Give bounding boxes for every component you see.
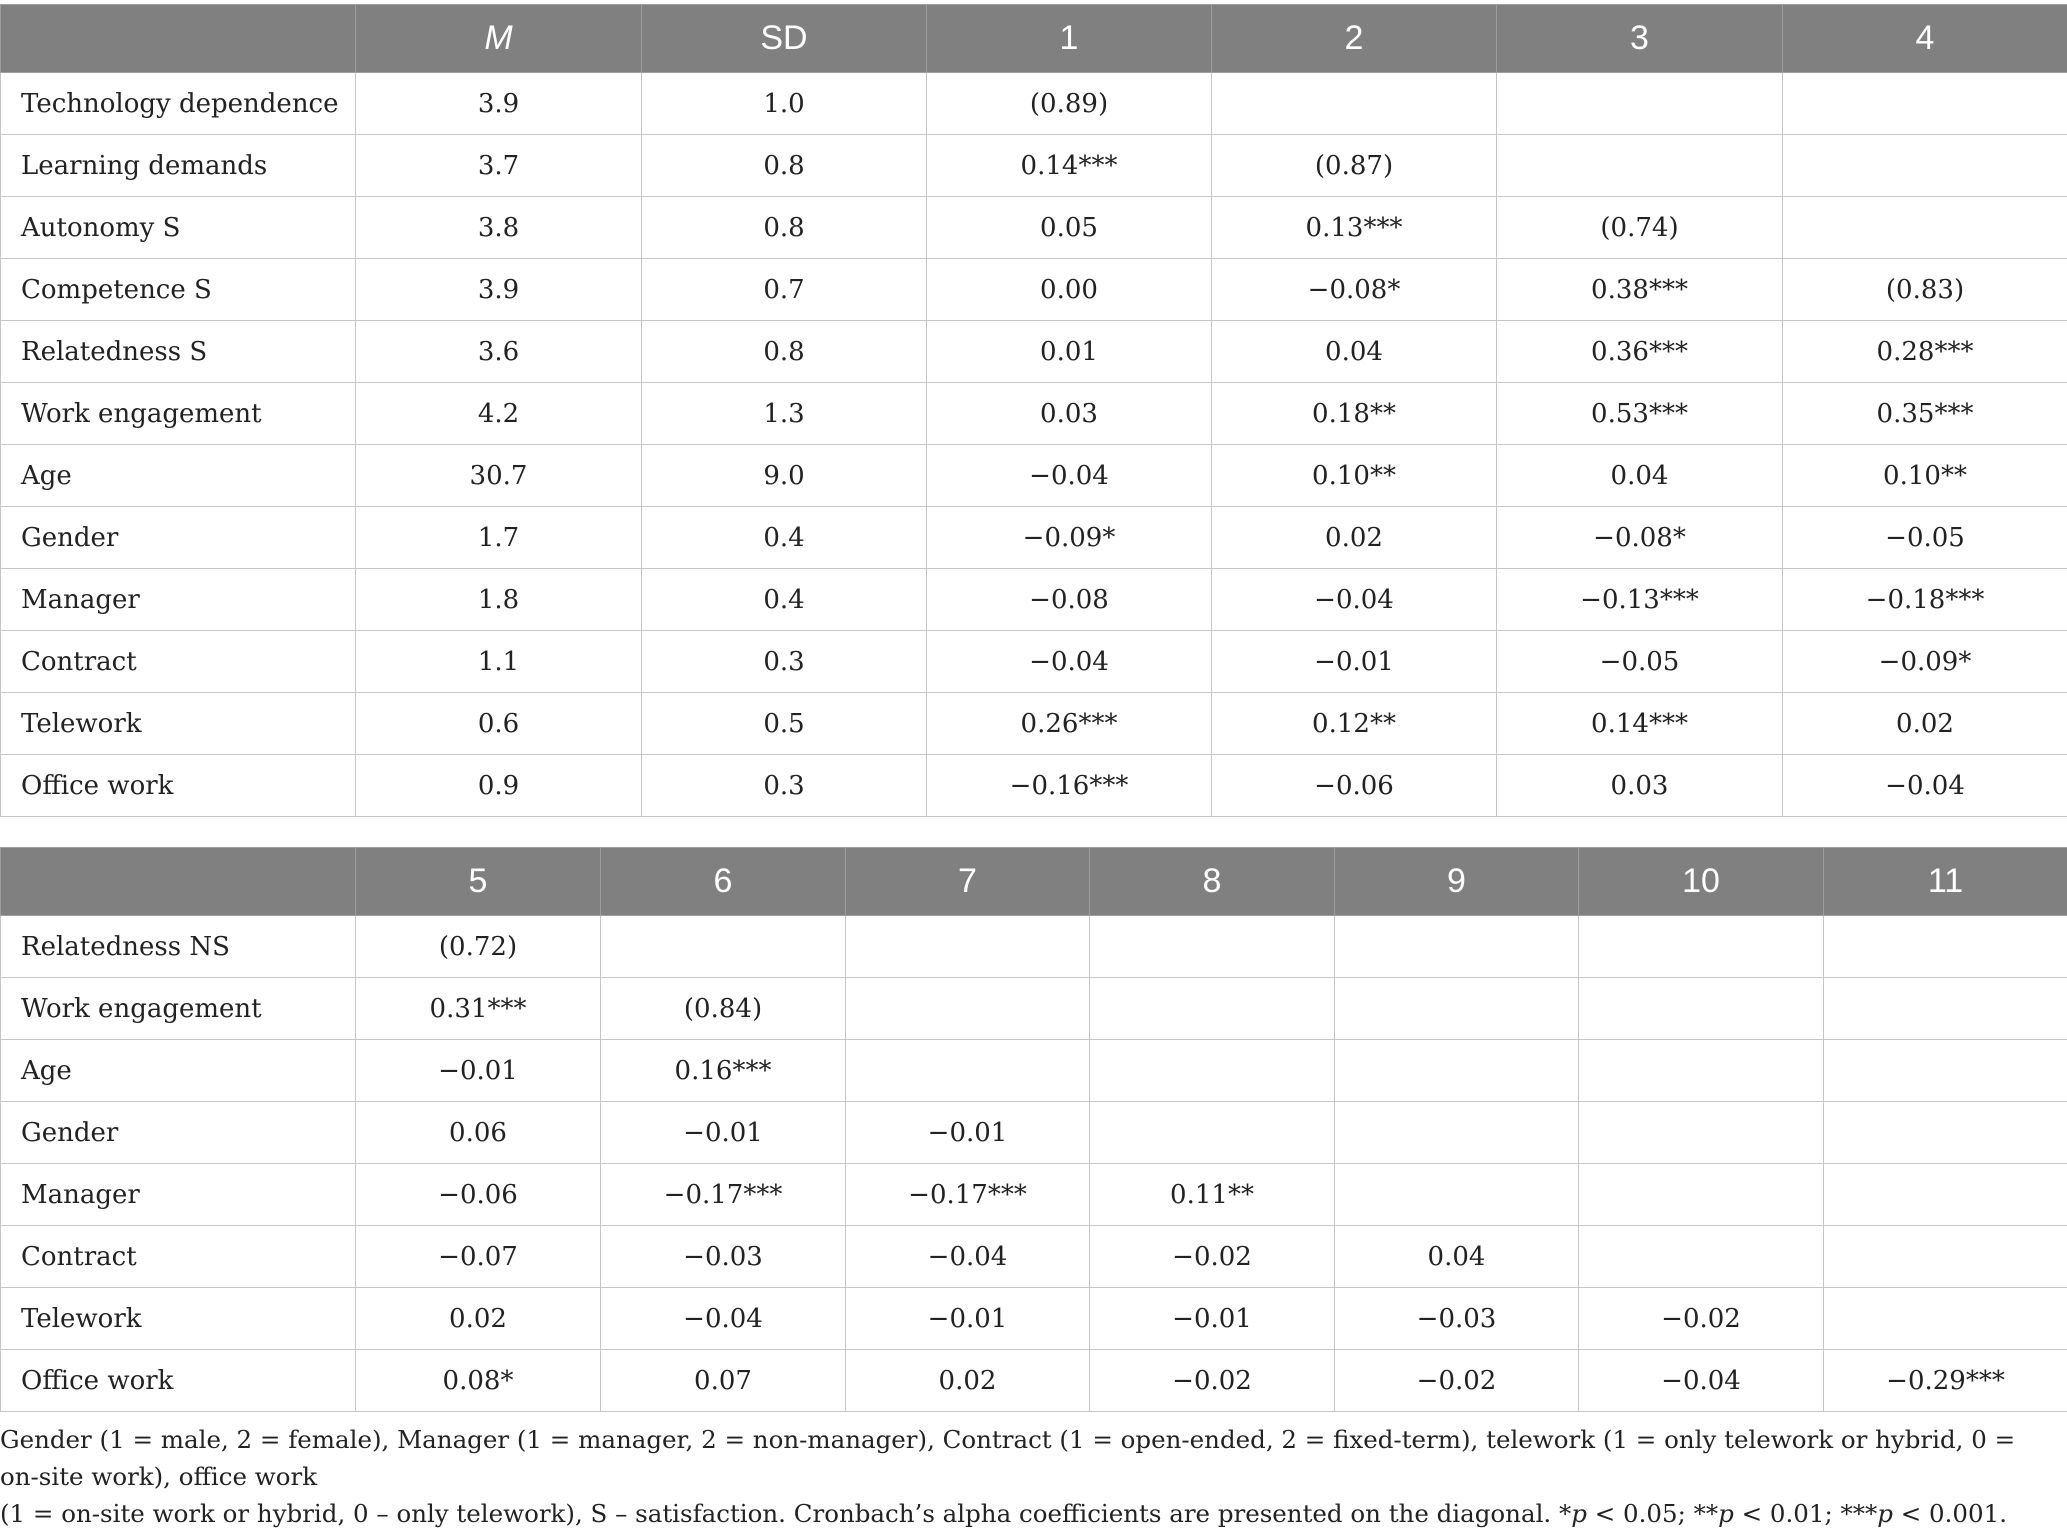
table-cell (846, 1040, 1090, 1102)
row-label: Manager (1, 1164, 356, 1226)
table-cell: 3.9 (356, 73, 642, 135)
table-cell: −0.04 (927, 631, 1212, 693)
table-cell: (0.84) (601, 978, 846, 1040)
table-cell (1212, 73, 1497, 135)
table-cell: 1.1 (356, 631, 642, 693)
table-row (1, 135, 2067, 197)
table-cell: 1.0 (642, 73, 927, 135)
table-cell: 0.26*** (927, 693, 1212, 755)
header-cell-empty (1, 848, 356, 916)
row-label: Age (1, 1040, 356, 1102)
table-cell: 0.04 (1497, 445, 1783, 507)
table-cell: 3.9 (356, 259, 642, 321)
table-cell (1335, 1102, 1579, 1164)
table-cell (1824, 1288, 2067, 1350)
header-cell-empty (1, 5, 356, 73)
table-cell: 0.9 (356, 755, 642, 817)
table-cell: −0.05 (1497, 631, 1783, 693)
table-cell: −0.01 (846, 1102, 1090, 1164)
row-label: Competence S (1, 259, 356, 321)
table-cell: −0.09* (927, 507, 1212, 569)
table-row (1, 1288, 2067, 1350)
table-cell: 0.16*** (601, 1040, 846, 1102)
table-row (1, 631, 2067, 693)
table-cell: −0.08* (1497, 507, 1783, 569)
table-cell: 0.18** (1212, 383, 1497, 445)
row-label: Contract (1, 631, 356, 693)
table-cell: 0.4 (642, 569, 927, 631)
table-cell: (0.72) (356, 916, 601, 978)
table-cell: −0.08 (927, 569, 1212, 631)
table-cell: −0.18*** (1783, 569, 2067, 631)
header-cell: 10 (1579, 848, 1824, 916)
table-cell: 3.6 (356, 321, 642, 383)
table-cell: 0.14*** (1497, 693, 1783, 755)
table-cell: 0.8 (642, 135, 927, 197)
table-cell (846, 978, 1090, 1040)
table-cell: 0.53*** (1497, 383, 1783, 445)
table-cell: −0.02 (1579, 1288, 1824, 1350)
table-row (1, 1102, 2067, 1164)
table-cell (1824, 1164, 2067, 1226)
table-row (1, 755, 2067, 817)
table-cell: 0.04 (1212, 321, 1497, 383)
table-cell: −0.16*** (927, 755, 1212, 817)
table-cell: 3.8 (356, 197, 642, 259)
correlation-table-part-2 (0, 847, 2067, 1412)
table-cell: −0.02 (1335, 1350, 1579, 1412)
table-cell (1783, 73, 2067, 135)
header-cell: M (356, 5, 642, 73)
table-row (1, 693, 2067, 755)
table-cell (1090, 1040, 1335, 1102)
table-cell (1579, 1102, 1824, 1164)
table-cell: 0.38*** (1497, 259, 1783, 321)
table-cell: 0.14*** (927, 135, 1212, 197)
table-cell: −0.17*** (601, 1164, 846, 1226)
table-cell: 3.7 (356, 135, 642, 197)
table-row (1, 916, 2067, 978)
row-label: Office work (1, 1350, 356, 1412)
table-cell: 0.5 (642, 693, 927, 755)
row-label: Gender (1, 507, 356, 569)
table-cell: 0.08* (356, 1350, 601, 1412)
table-cell: −0.29*** (1824, 1350, 2067, 1412)
header-cell: 7 (846, 848, 1090, 916)
row-label: Contract (1, 1226, 356, 1288)
row-label: Manager (1, 569, 356, 631)
table-cell: −0.03 (601, 1226, 846, 1288)
table-cell (1783, 197, 2067, 259)
table-cell (601, 916, 846, 978)
table-cell: −0.01 (846, 1288, 1090, 1350)
table-cell (1497, 135, 1783, 197)
row-label: Office work (1, 755, 356, 817)
row-label: Telework (1, 1288, 356, 1350)
table-cell (1090, 916, 1335, 978)
table-footnote (0, 1421, 2050, 1532)
table-cell: −0.01 (356, 1040, 601, 1102)
table-cell: −0.07 (356, 1226, 601, 1288)
table-cell: −0.13*** (1497, 569, 1783, 631)
table-cell: 0.36*** (1497, 321, 1783, 383)
table-row (1, 1040, 2067, 1102)
table-cell: 0.03 (927, 383, 1212, 445)
table-cell: −0.17*** (846, 1164, 1090, 1226)
table-cell: 0.13*** (1212, 197, 1497, 259)
table-cell: −0.01 (1090, 1288, 1335, 1350)
table-cell (1824, 1040, 2067, 1102)
table-row (1, 507, 2067, 569)
table-cell (1824, 916, 2067, 978)
table-cell (1335, 916, 1579, 978)
table-row (1, 383, 2067, 445)
table-cell: 0.6 (356, 693, 642, 755)
table-cell: 0.10** (1212, 445, 1497, 507)
row-label: Work engagement (1, 383, 356, 445)
table-cell (1579, 978, 1824, 1040)
table-cell: 30.7 (356, 445, 642, 507)
row-label: Relatedness S (1, 321, 356, 383)
row-label: Relatedness NS (1, 916, 356, 978)
row-label: Gender (1, 1102, 356, 1164)
table-cell: 0.7 (642, 259, 927, 321)
table-cell: −0.09* (1783, 631, 2067, 693)
table-row (1, 1164, 2067, 1226)
row-label: Autonomy S (1, 197, 356, 259)
table-cell: 0.28*** (1783, 321, 2067, 383)
table-header-row (1, 848, 2067, 916)
table-cell: −0.04 (1783, 755, 2067, 817)
table-cell: 9.0 (642, 445, 927, 507)
table-cell: 0.00 (927, 259, 1212, 321)
table-cell: 0.01 (927, 321, 1212, 383)
row-label: Age (1, 445, 356, 507)
table-cell: −0.01 (601, 1102, 846, 1164)
table-cell: 0.11** (1090, 1164, 1335, 1226)
table-cell (1579, 916, 1824, 978)
table-cell: (0.87) (1212, 135, 1497, 197)
table-cell (1090, 978, 1335, 1040)
table-cell: 0.35*** (1783, 383, 2067, 445)
correlation-table-part-1 (0, 4, 2067, 817)
table-cell (1579, 1226, 1824, 1288)
table-row (1, 569, 2067, 631)
table-row (1, 1350, 2067, 1412)
table-cell: −0.04 (846, 1226, 1090, 1288)
table-cell: −0.06 (356, 1164, 601, 1226)
table-cell (1824, 1102, 2067, 1164)
table-cell: 0.04 (1335, 1226, 1579, 1288)
table-cell: 1.3 (642, 383, 927, 445)
table-cell (1335, 978, 1579, 1040)
table-cell (1824, 1226, 2067, 1288)
table-cell (1579, 1164, 1824, 1226)
header-cell: 4 (1783, 5, 2067, 73)
table-cell: −0.01 (1212, 631, 1497, 693)
table-row (1, 197, 2067, 259)
header-cell: 5 (356, 848, 601, 916)
table-cell (1335, 1164, 1579, 1226)
table-cell: 4.2 (356, 383, 642, 445)
table-row (1, 73, 2067, 135)
row-label: Work engagement (1, 978, 356, 1040)
table-cell: −0.04 (601, 1288, 846, 1350)
table-cell (1579, 1040, 1824, 1102)
footnote-line-1: Gender (1 = male, 2 = female), Manager (1 = manager, 2 = non-manager), Contract (1 = open-ended, 2 = fixed-term), telework (1 = only telework or hybrid, 0 = on-site work), office work (0, 1421, 2050, 1495)
row-label: Technology dependence (1, 73, 356, 135)
table-cell: 0.31*** (356, 978, 601, 1040)
footnote-line-2: (1 = on-site work or hybrid, 0 – only telework), S – satisfaction. Cronbach’s alpha coefficients are presented on the diagonal. *p < 0.05; **p < 0.01; ***p < 0.001. (0, 1495, 2050, 1532)
header-cell: 11 (1824, 848, 2067, 916)
table-cell: 1.8 (356, 569, 642, 631)
table-cell: 0.3 (642, 755, 927, 817)
table-cell: (0.89) (927, 73, 1212, 135)
table-cell (1090, 1102, 1335, 1164)
table-cell: 0.05 (927, 197, 1212, 259)
table-cell: −0.03 (1335, 1288, 1579, 1350)
table-cell: (0.74) (1497, 197, 1783, 259)
table-row (1, 445, 2067, 507)
table-cell (1335, 1040, 1579, 1102)
table-cell: 0.4 (642, 507, 927, 569)
header-cell: 2 (1212, 5, 1497, 73)
header-cell: 8 (1090, 848, 1335, 916)
table-cell: −0.04 (1579, 1350, 1824, 1412)
table-cell (1783, 135, 2067, 197)
table-cell: 0.02 (356, 1288, 601, 1350)
header-cell: 6 (601, 848, 846, 916)
table-header-row (1, 5, 2067, 73)
table-cell: 0.03 (1497, 755, 1783, 817)
table-row (1, 1226, 2067, 1288)
table-row (1, 978, 2067, 1040)
table-cell: (0.83) (1783, 259, 2067, 321)
header-cell: 9 (1335, 848, 1579, 916)
header-cell: 3 (1497, 5, 1783, 73)
table-cell: −0.04 (1212, 569, 1497, 631)
table-cell: −0.08* (1212, 259, 1497, 321)
table-cell (846, 916, 1090, 978)
table-cell: −0.05 (1783, 507, 2067, 569)
table-row (1, 259, 2067, 321)
table-cell: 0.8 (642, 321, 927, 383)
table-cell: 0.02 (1212, 507, 1497, 569)
table-cell: 0.8 (642, 197, 927, 259)
header-cell: SD (642, 5, 927, 73)
row-label: Telework (1, 693, 356, 755)
table-cell: 0.3 (642, 631, 927, 693)
table-cell: 1.7 (356, 507, 642, 569)
table-cell: 0.07 (601, 1350, 846, 1412)
table-cell: −0.06 (1212, 755, 1497, 817)
table-cell: 0.02 (1783, 693, 2067, 755)
header-cell: 1 (927, 5, 1212, 73)
table-row (1, 321, 2067, 383)
table-cell: 0.10** (1783, 445, 2067, 507)
table-cell (1497, 73, 1783, 135)
table-cell: −0.02 (1090, 1226, 1335, 1288)
table-cell: −0.04 (927, 445, 1212, 507)
table-cell: 0.06 (356, 1102, 601, 1164)
row-label: Learning demands (1, 135, 356, 197)
table-cell: −0.02 (1090, 1350, 1335, 1412)
table-cell: 0.02 (846, 1350, 1090, 1412)
table-cell: 0.12** (1212, 693, 1497, 755)
table-cell (1824, 978, 2067, 1040)
